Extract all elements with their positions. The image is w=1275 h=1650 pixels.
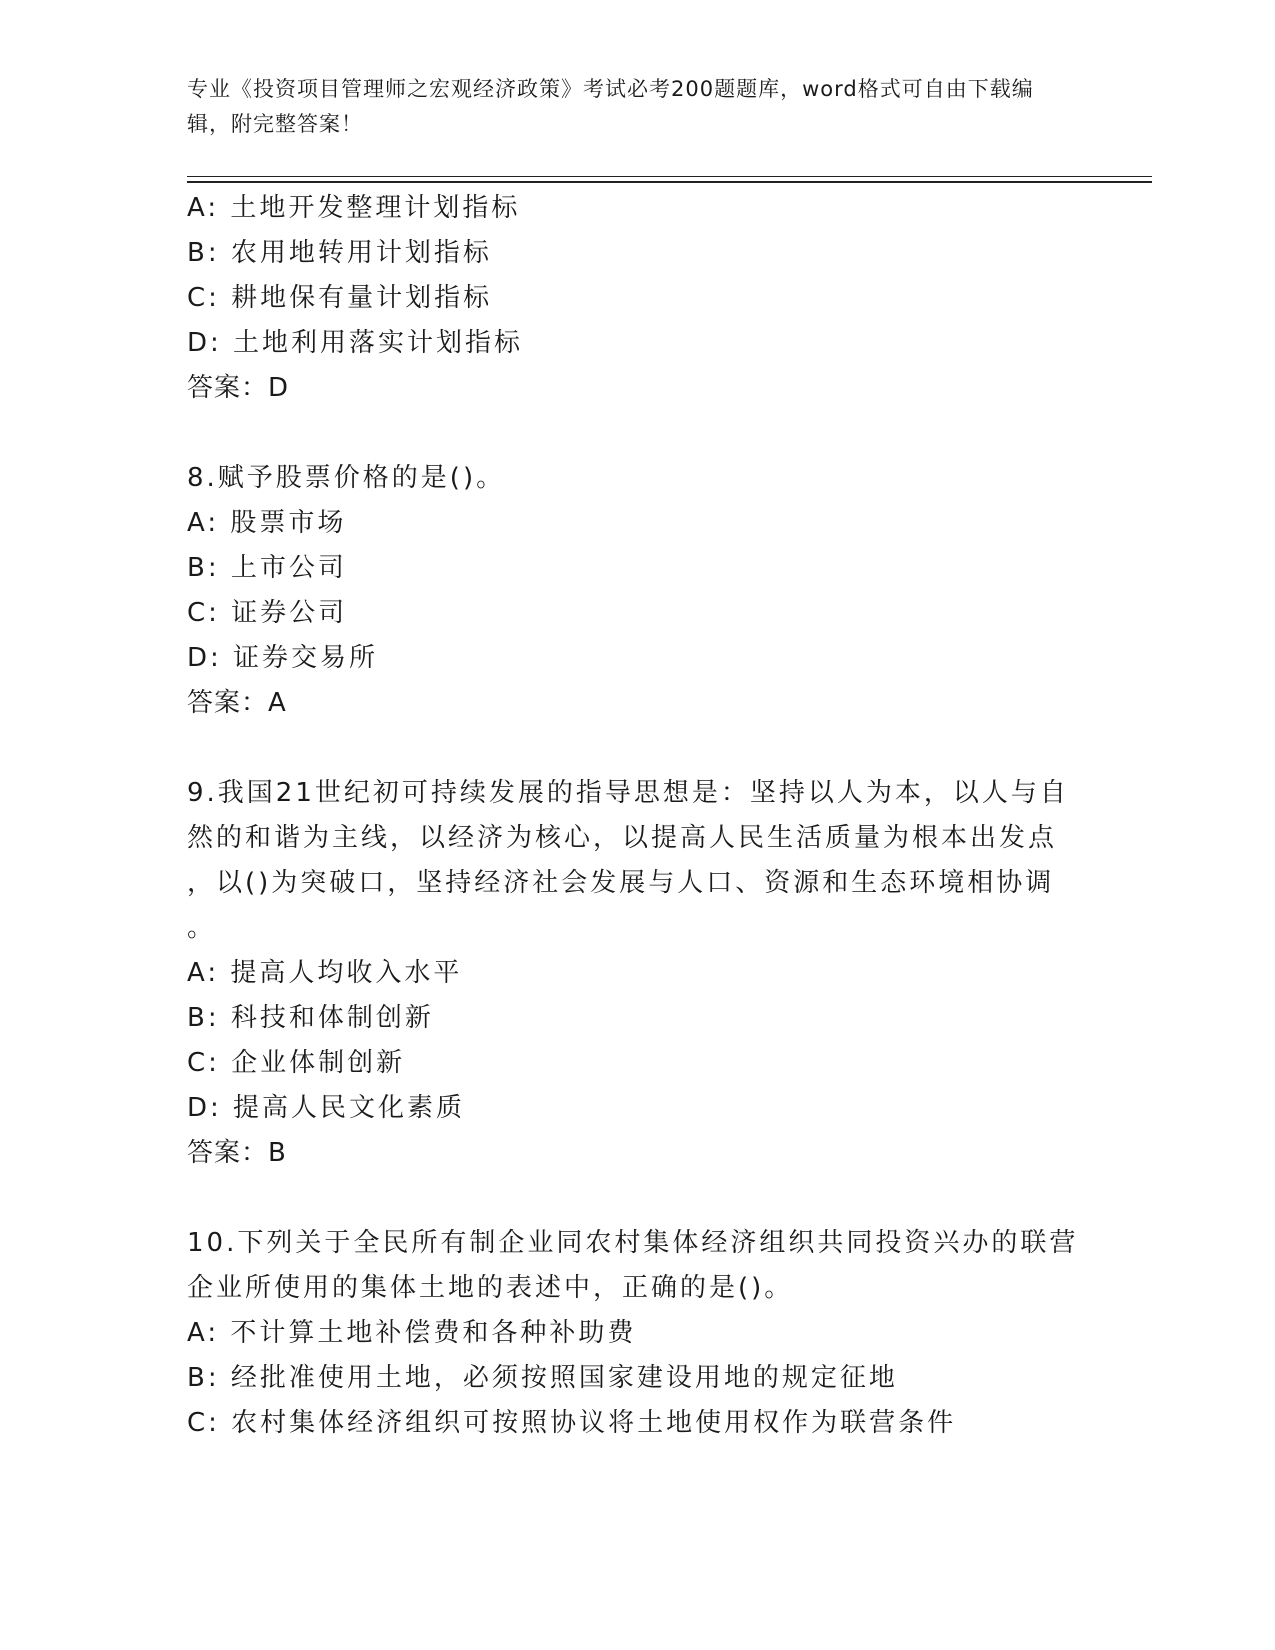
header-divider-thick <box>187 181 1152 183</box>
question-text-line-3: ，以()为突破口，坚持经济社会发展与人口、资源和生态环境相协调 <box>187 868 1055 898</box>
option-a: A: 提高人均收入水平 <box>187 958 463 988</box>
header-divider-thin <box>187 176 1152 177</box>
option-d: D: 土地利用落实计划指标 <box>187 328 524 358</box>
document-header: 专业《投资项目管理师之宏观经济政策》考试必考200题题库，word格式可自由下载编辑，附完整答案！ <box>187 77 1034 136</box>
answer-line: 答案：D <box>187 373 290 403</box>
option-c: C: 企业体制创新 <box>187 1048 406 1078</box>
option-d: D: 证券交易所 <box>187 643 379 673</box>
option-a: A: 土地开发整理计划指标 <box>187 193 521 223</box>
option-b: B: 农用地转用计划指标 <box>187 238 492 268</box>
option-b: B: 上市公司 <box>187 553 347 583</box>
option-c: C: 农村集体经济组织可按照协议将土地使用权作为联营条件 <box>187 1408 957 1438</box>
option-c: C: 证券公司 <box>187 598 348 628</box>
option-d: D: 提高人民文化素质 <box>187 1093 466 1123</box>
option-c: C: 耕地保有量计划指标 <box>187 283 493 313</box>
document-body <box>187 186 1087 1446</box>
question-block-9 <box>187 771 1087 1176</box>
spacer <box>187 726 1087 771</box>
answer-line: 答案：B <box>187 1138 287 1168</box>
option-a: A: 股票市场 <box>187 508 347 538</box>
question-text-line-4: 。 <box>187 913 217 943</box>
question-text-line-1: 10.下列关于全民所有制企业同农村集体经济组织共同投资兴办的联营 <box>187 1228 1079 1258</box>
question-block-10 <box>187 1221 1087 1446</box>
question-text-line-1: 9.我国21世纪初可持续发展的指导思想是：坚持以人为本，以人与自 <box>187 778 1069 808</box>
answer-line: 答案：A <box>187 688 287 718</box>
question-text-line-2: 然的和谐为主线，以经济为核心，以提高人民生活质量为根本出发点 <box>187 823 1058 853</box>
question-block-8 <box>187 456 1087 726</box>
question-block-7 <box>187 186 1087 411</box>
option-b: B: 经批准使用土地，必须按照国家建设用地的规定征地 <box>187 1363 898 1393</box>
question-text-line-2: 企业所使用的集体土地的表述中，正确的是()。 <box>187 1273 794 1303</box>
option-b: B: 科技和体制创新 <box>187 1003 434 1033</box>
spacer <box>187 411 1087 456</box>
spacer <box>187 1176 1087 1221</box>
question-text: 8.赋予股票价格的是()。 <box>187 463 506 493</box>
option-a: A: 不计算土地补偿费和各种补助费 <box>187 1318 637 1348</box>
